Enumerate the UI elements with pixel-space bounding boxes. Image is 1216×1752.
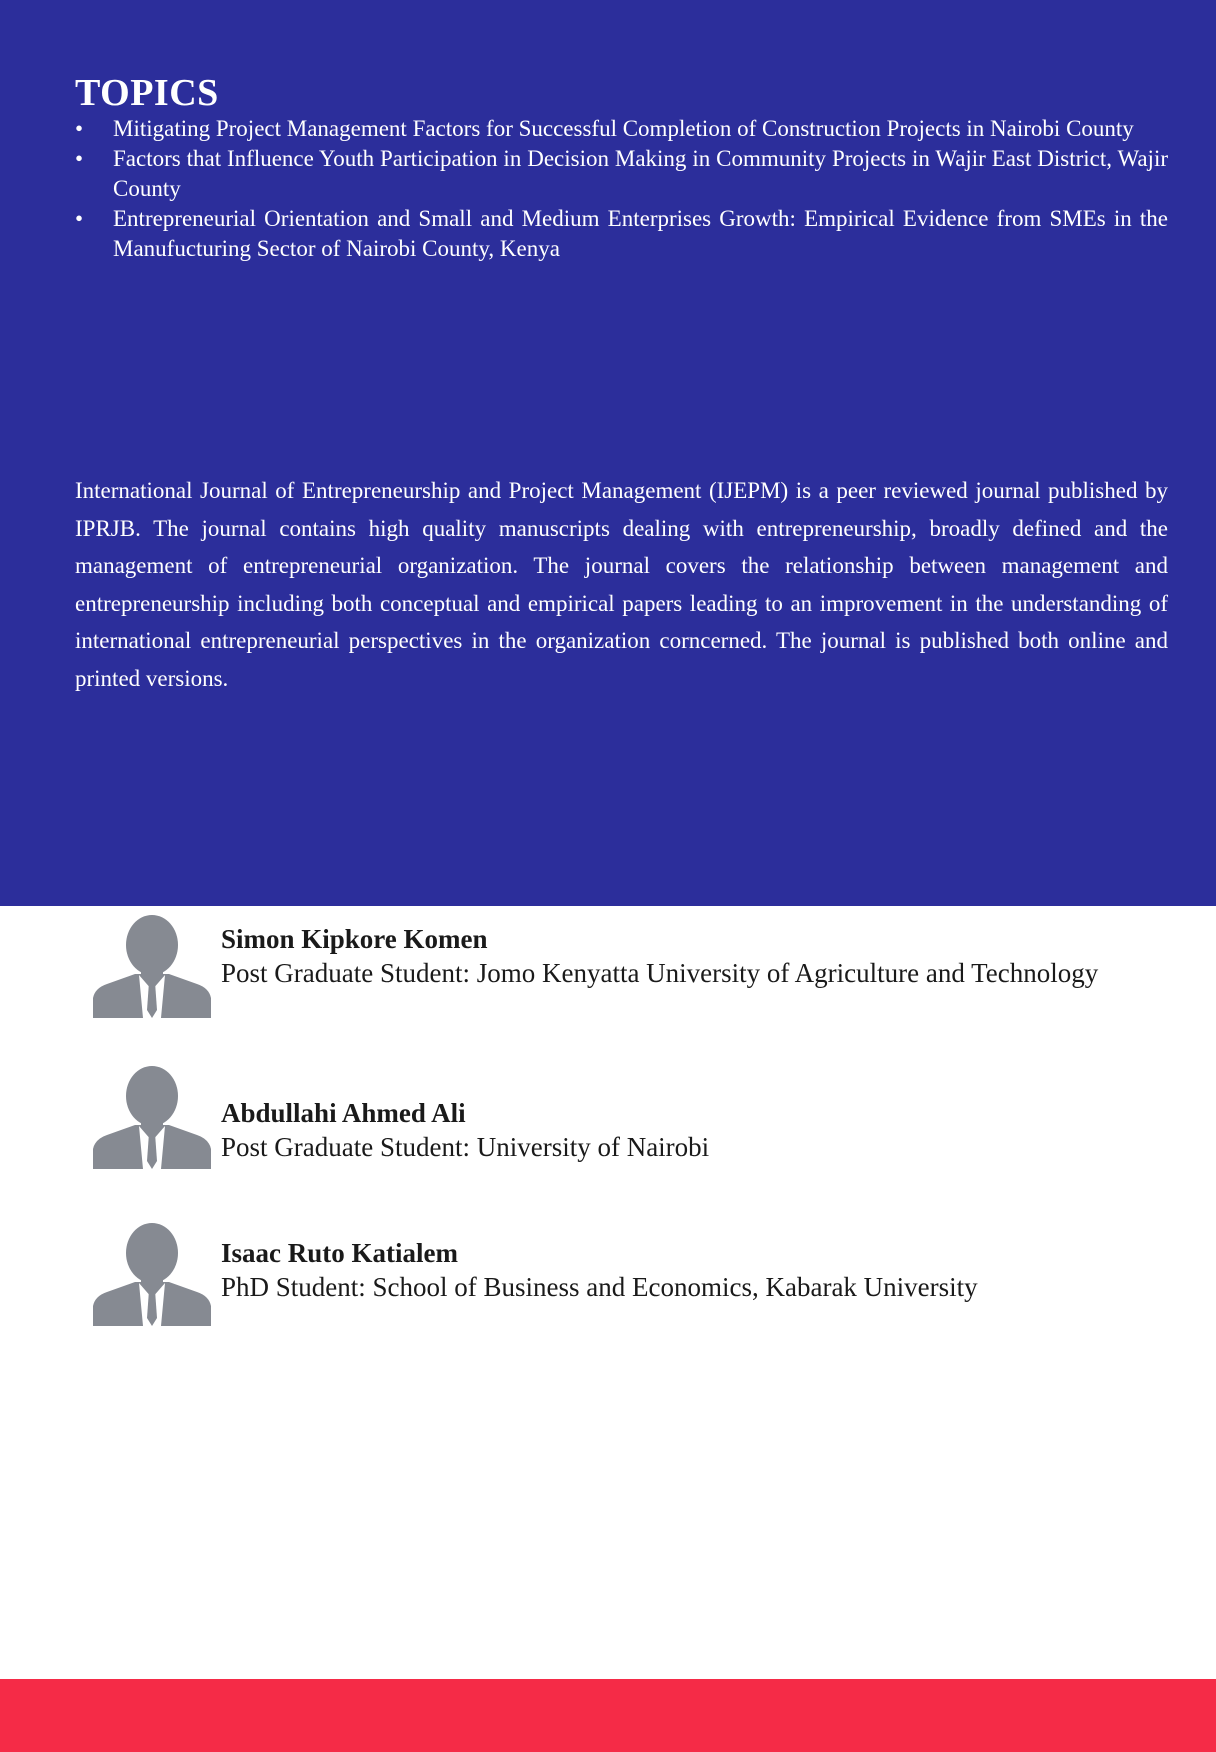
topics-heading: TOPICS (75, 72, 219, 114)
person-silhouette-icon (93, 1065, 211, 1169)
topic-item (75, 114, 1168, 144)
bullet: • (75, 146, 84, 171)
author-entry (93, 1222, 1193, 1326)
author-entry (93, 914, 1193, 1018)
author-name: Abdullahi Ahmed Ali (221, 1098, 466, 1128)
author-details (221, 922, 1181, 991)
bullet: • (75, 116, 84, 141)
topic-title: Entrepreneurial Orientation and Small and Medium Enterprises Growth: Empirical Evidence from SMEs in the Manufucturing Sector of Nairobi County, Kenya (113, 206, 1168, 261)
author-affiliation: Post Graduate Student: Jomo Kenyatta University of Agriculture and Technology (221, 958, 1099, 988)
person-silhouette-icon (93, 914, 211, 1018)
topic-item (75, 144, 1168, 204)
topic-item (75, 204, 1168, 264)
topic-title: Factors that Influence Youth Participation in Decision Making in Community Projects in Wajir East District, Wajir County (113, 146, 1168, 201)
topics-list (75, 114, 1168, 264)
topic-title: Mitigating Project Management Factors for Successful Completion of Construction Projects in Nairobi County (113, 116, 1134, 141)
author-name: Simon Kipkore Komen (221, 924, 488, 954)
author-name: Isaac Ruto Katialem (221, 1238, 458, 1268)
author-affiliation: PhD Student: School of Business and Economics, Kabarak University (221, 1272, 978, 1302)
bullet: • (75, 206, 84, 231)
journal-description: International Journal of Entrepreneurship and Project Management (IJEPM) is a peer reviewed journal published by IPRJB. The journal contains high quality manuscripts dealing with entrepreneurship, broadly defined and the management of entrepreneurial organization. The journal covers the relationship between management and entrepreneurship including both conceptual and empirical papers leading to an improvement in the understanding of international entrepreneurial perspectives in the organization corncerned. The journal is published both online and printed versions. (75, 478, 1168, 691)
author-details (221, 1096, 1181, 1165)
author-entry (93, 1065, 1193, 1169)
footer-bar (0, 1679, 1216, 1752)
author-details (221, 1236, 1181, 1305)
person-silhouette-icon (93, 1222, 211, 1326)
author-affiliation: Post Graduate Student: University of Nairobi (221, 1132, 710, 1162)
